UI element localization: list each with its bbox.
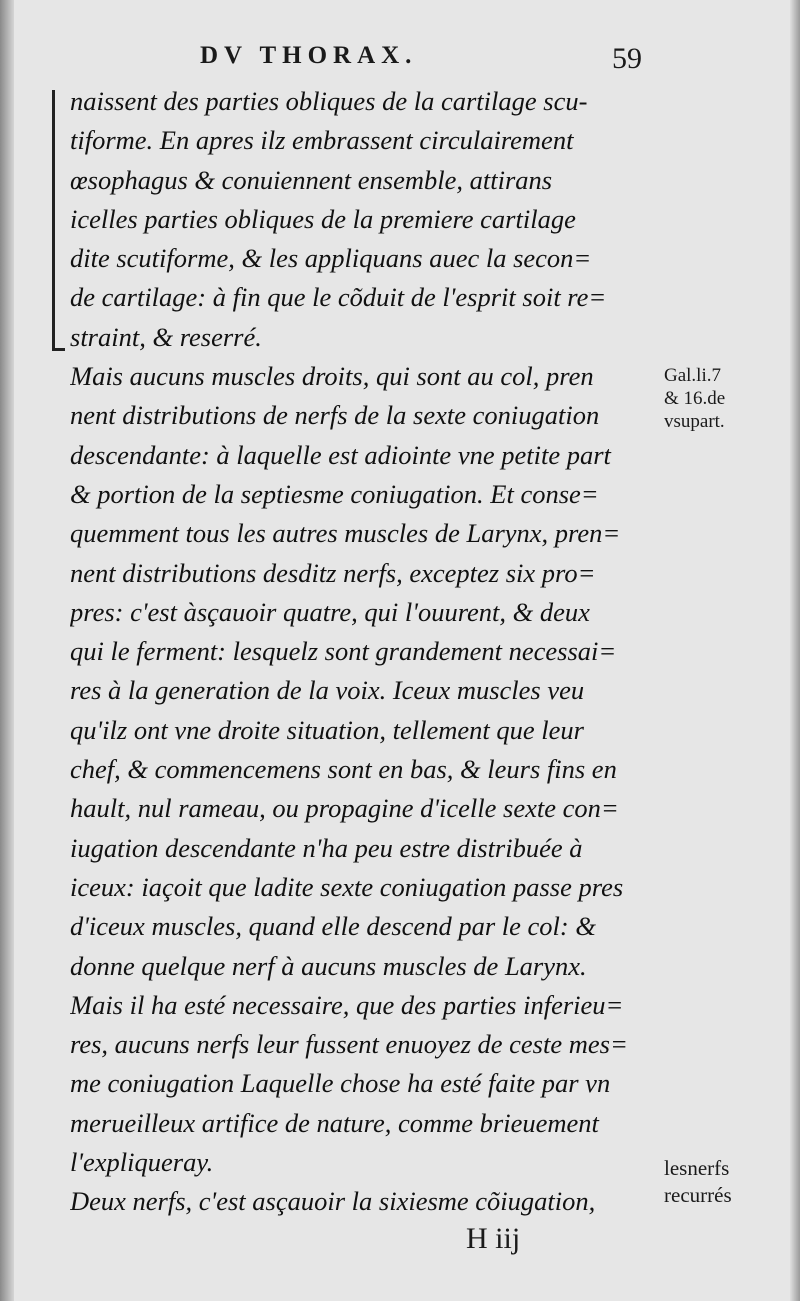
text-line: me coniugation Laquelle chose ha esté faite par vn	[70, 1068, 611, 1099]
text-line: pres: c'est àsçauoir quatre, qui l'ouurent, & deux	[70, 596, 590, 627]
marginal-bracket	[52, 90, 65, 351]
text-line: Mais aucuns muscles droits, qui sont au col, pren	[70, 361, 594, 392]
text-line: icelles parties obliques de la premiere cartilage	[70, 203, 576, 234]
text-line: dite scutiforme, & les appliquans auec la secon=	[70, 243, 592, 274]
text-line: qu'ilz ont vne droite situation, tellement que leur	[70, 714, 584, 745]
text-line: merueilleux artifice de nature, comme brieuement	[70, 1107, 599, 1138]
page-header	[0, 38, 800, 78]
text-line: nent distributions de nerfs de la sexte coniugation	[70, 400, 600, 431]
text-line: naissent des parties obliques de la cartilage scu-	[70, 86, 588, 116]
text-line: res, aucuns nerfs leur fussent enuoyez de ceste mes=	[70, 1029, 628, 1060]
text-line: Deux nerfs, c'est asçauoir la sixiesme cõiugation,	[70, 1186, 596, 1217]
text-line: œsophagus & conuiennent ensemble, attirans	[70, 164, 553, 195]
text-line: res à la generation de la voix. Iceux muscles veu	[70, 675, 585, 706]
margin-note-line: lesnerfs	[664, 1156, 730, 1180]
margin-note-line: recurrés	[664, 1183, 732, 1207]
text-line: de cartilage: à fin que le cõduit de l'esprit soit re=	[70, 282, 607, 313]
text-line: tiforme. En apres ilz embrassent circulairement	[70, 125, 574, 156]
text-line: Mais il ha esté necessaire, que des parties inferieu=	[70, 989, 624, 1020]
margin-note-reference	[664, 364, 794, 433]
page-number: 59	[612, 42, 642, 75]
text-line: donne quelque nerf à aucuns muscles de Larynx.	[70, 950, 587, 981]
margin-note-line: vsupart.	[664, 411, 725, 432]
text-line: quemment tous les autres muscles de Larynx, pren=	[70, 518, 621, 549]
text-line: & portion de la septiesme coniugation. Et conse=	[70, 478, 599, 509]
body-text	[70, 82, 660, 1222]
text-line: iugation descendante n'ha peu estre distribuée à	[70, 832, 583, 863]
text-line: qui le ferment: lesquelz sont grandement necessai=	[70, 636, 617, 667]
signature-mark: H iij	[466, 1222, 521, 1255]
text-line: straint, & reserré.	[70, 321, 262, 352]
text-line: hault, nul rameau, ou propagine d'icelle sexte con=	[70, 793, 619, 824]
text-line: iceux: iaçoit que ladite sexte coniugation passe pres	[70, 871, 624, 902]
text-line: d'iceux muscles, quand elle descend par le col: &	[70, 911, 596, 942]
text-line: l'expliqueray.	[70, 1147, 214, 1178]
running-title: DV THORAX.	[200, 42, 418, 69]
margin-note-line: Gal.li.7	[664, 365, 721, 386]
text-line: chef, & commencemens sont en bas, & leurs fins en	[70, 754, 617, 785]
text-line: descendante: à laquelle est adiointe vne petite part	[70, 439, 611, 470]
text-line: nent distributions desditz nerfs, exceptez six pro=	[70, 557, 596, 588]
margin-note-recurrent-nerves	[664, 1155, 794, 1209]
margin-note-line: & 16.de	[664, 388, 726, 409]
